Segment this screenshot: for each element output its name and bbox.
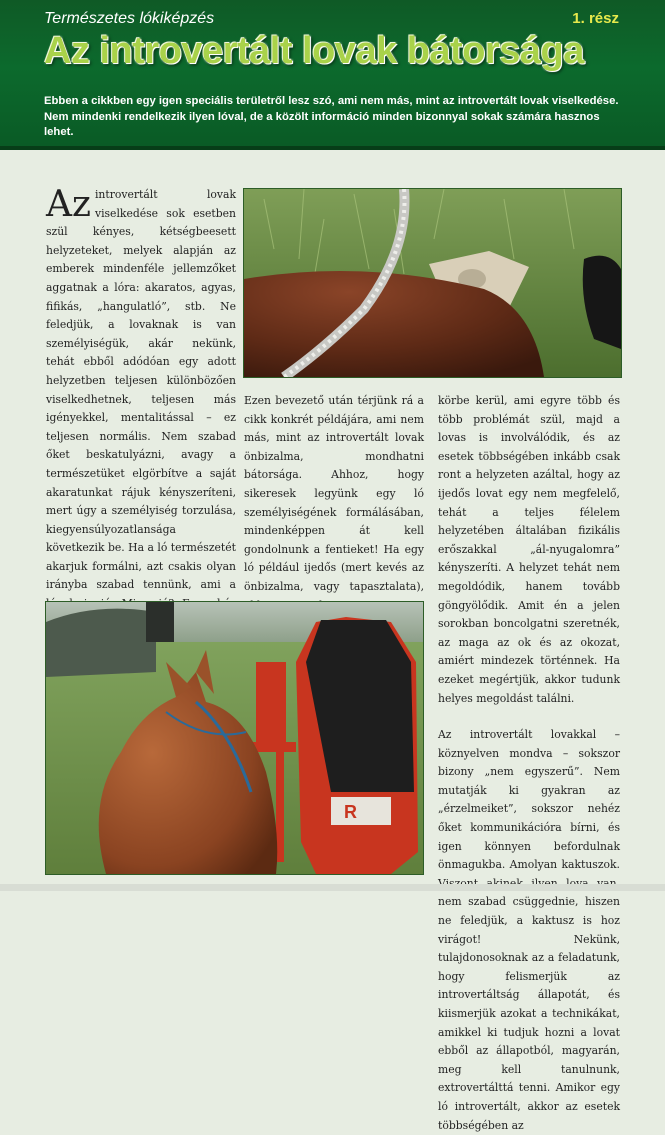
- drop-cap: Az: [46, 184, 91, 225]
- part-label: 1. rész: [572, 10, 619, 27]
- svg-text:R: R: [344, 802, 357, 822]
- column-1-body: introvertált lovak viselkedése sok esetben szül kényes, kétségbeesett helyzeteket, melyek alapján az emberek mindenféle jellemzőket aggatnak a lóra: akaratos, agyas, fifikás, „hangulatló”, stb. Ne feledjük, a lovaknak is van személyiségük, akár nekünk, tehát ebből adódóan egy adott helyzetben teljesen különbözően viselkedhetnek, teljesen más igényekkel, mentalitással – ez teljesen normális. Nem szabad őket beskatulyázni, avagy a természetüket elgörbítve a saját akaratunkat rájuk kényszeríteni, mert úgy a személyiség torzulása, kiegyensúlyozatlansága következik be. Ha a ló természetét akarjuk formálni, azt csakis olyan irányba szabad tennünk, ami a: [46, 188, 236, 592]
- section-kicker: Természetes lókiképzés: [44, 10, 215, 27]
- column-3-paragraph-1: körbe kerül, ami egyre több és több problémát szül, majd a lovas is involválódik, és az esetek többségében inkább csak ront a helyzeten azáltal, hogy az ijedős lovat egy nem megfelelő, tehát a teljes félelem helyzetében általában fizikális erőszakkal „ál-nyugalomra” kényszeríti. A helyzet tehát nem megoldódik, hanem tovább göngyölődik. Amit én a jelen sorokban boncolgatni szeretnék, az maga az ok és az okozat, amiért mindezek történnek. Ha ezeket megértjük, akkor tudunk helyes megoldást találni.: [438, 394, 620, 705]
- photo-horse-machinery: [45, 601, 424, 875]
- article-title: Az introvertált lovak bátorsága: [44, 30, 584, 72]
- photo-horse-back-grass-image: [244, 189, 621, 377]
- text-column-3: [438, 392, 620, 1135]
- photo-horse-machinery-image: [46, 602, 423, 874]
- header-divider: [0, 146, 665, 150]
- text-column-2: Ezen bevezető után térjünk rá a cikk konkrét példájára, ami nem más, mint az introvertált lovak önbizalma, mondhatni bátorsága. Ahhoz, hogy sikeresek legyünk egy ló személyiségének formálásában, mindenképpen át kell gondolnunk a fentieket! Ha egy ló például ijedős (mert kevés az önbizalma, vagy tapasztalata),: [244, 394, 424, 593]
- column-3-paragraph-2: Az introvertált lovakkal – köznyelven mondva – sokszor bizony „nem egyszerű”. Nem mutatják ki gyakran az „érzelmeiket”, sokszor nehéz őket kommunikációra bírni, és igen könnyen befordulnak önmagukba. Amolyan kaktuszok. nem szabad csüggednie, hiszen ne feledjük, a kaktusz is hoz virágot! Nekünk, tulajdonosoknak az a feladatunk, hogy felismerjük az introvertáltság állapotát, és kiismerjük azokat a technikákat, amikkel ki tudjuk hozni a lovat ebből az állapotból, magyarán, meg kell tanulnunk, extrovertálttá tenni. Amikor egy ló introvertált, akkor az esetek többségében az: [438, 728, 620, 1132]
- photo-horse-back-grass: [243, 188, 622, 378]
- page-footer-strip: [0, 884, 665, 891]
- article-lead: Ebben a cikkben egy igen speciális területről lesz szó, ami nem más, mint az introvertált lovak viselkedése. Nem mindenki rendelkezik ilyen lóval, de a közölt információ minden bizonnyal sokak számára hasznos lehet.: [44, 95, 619, 138]
